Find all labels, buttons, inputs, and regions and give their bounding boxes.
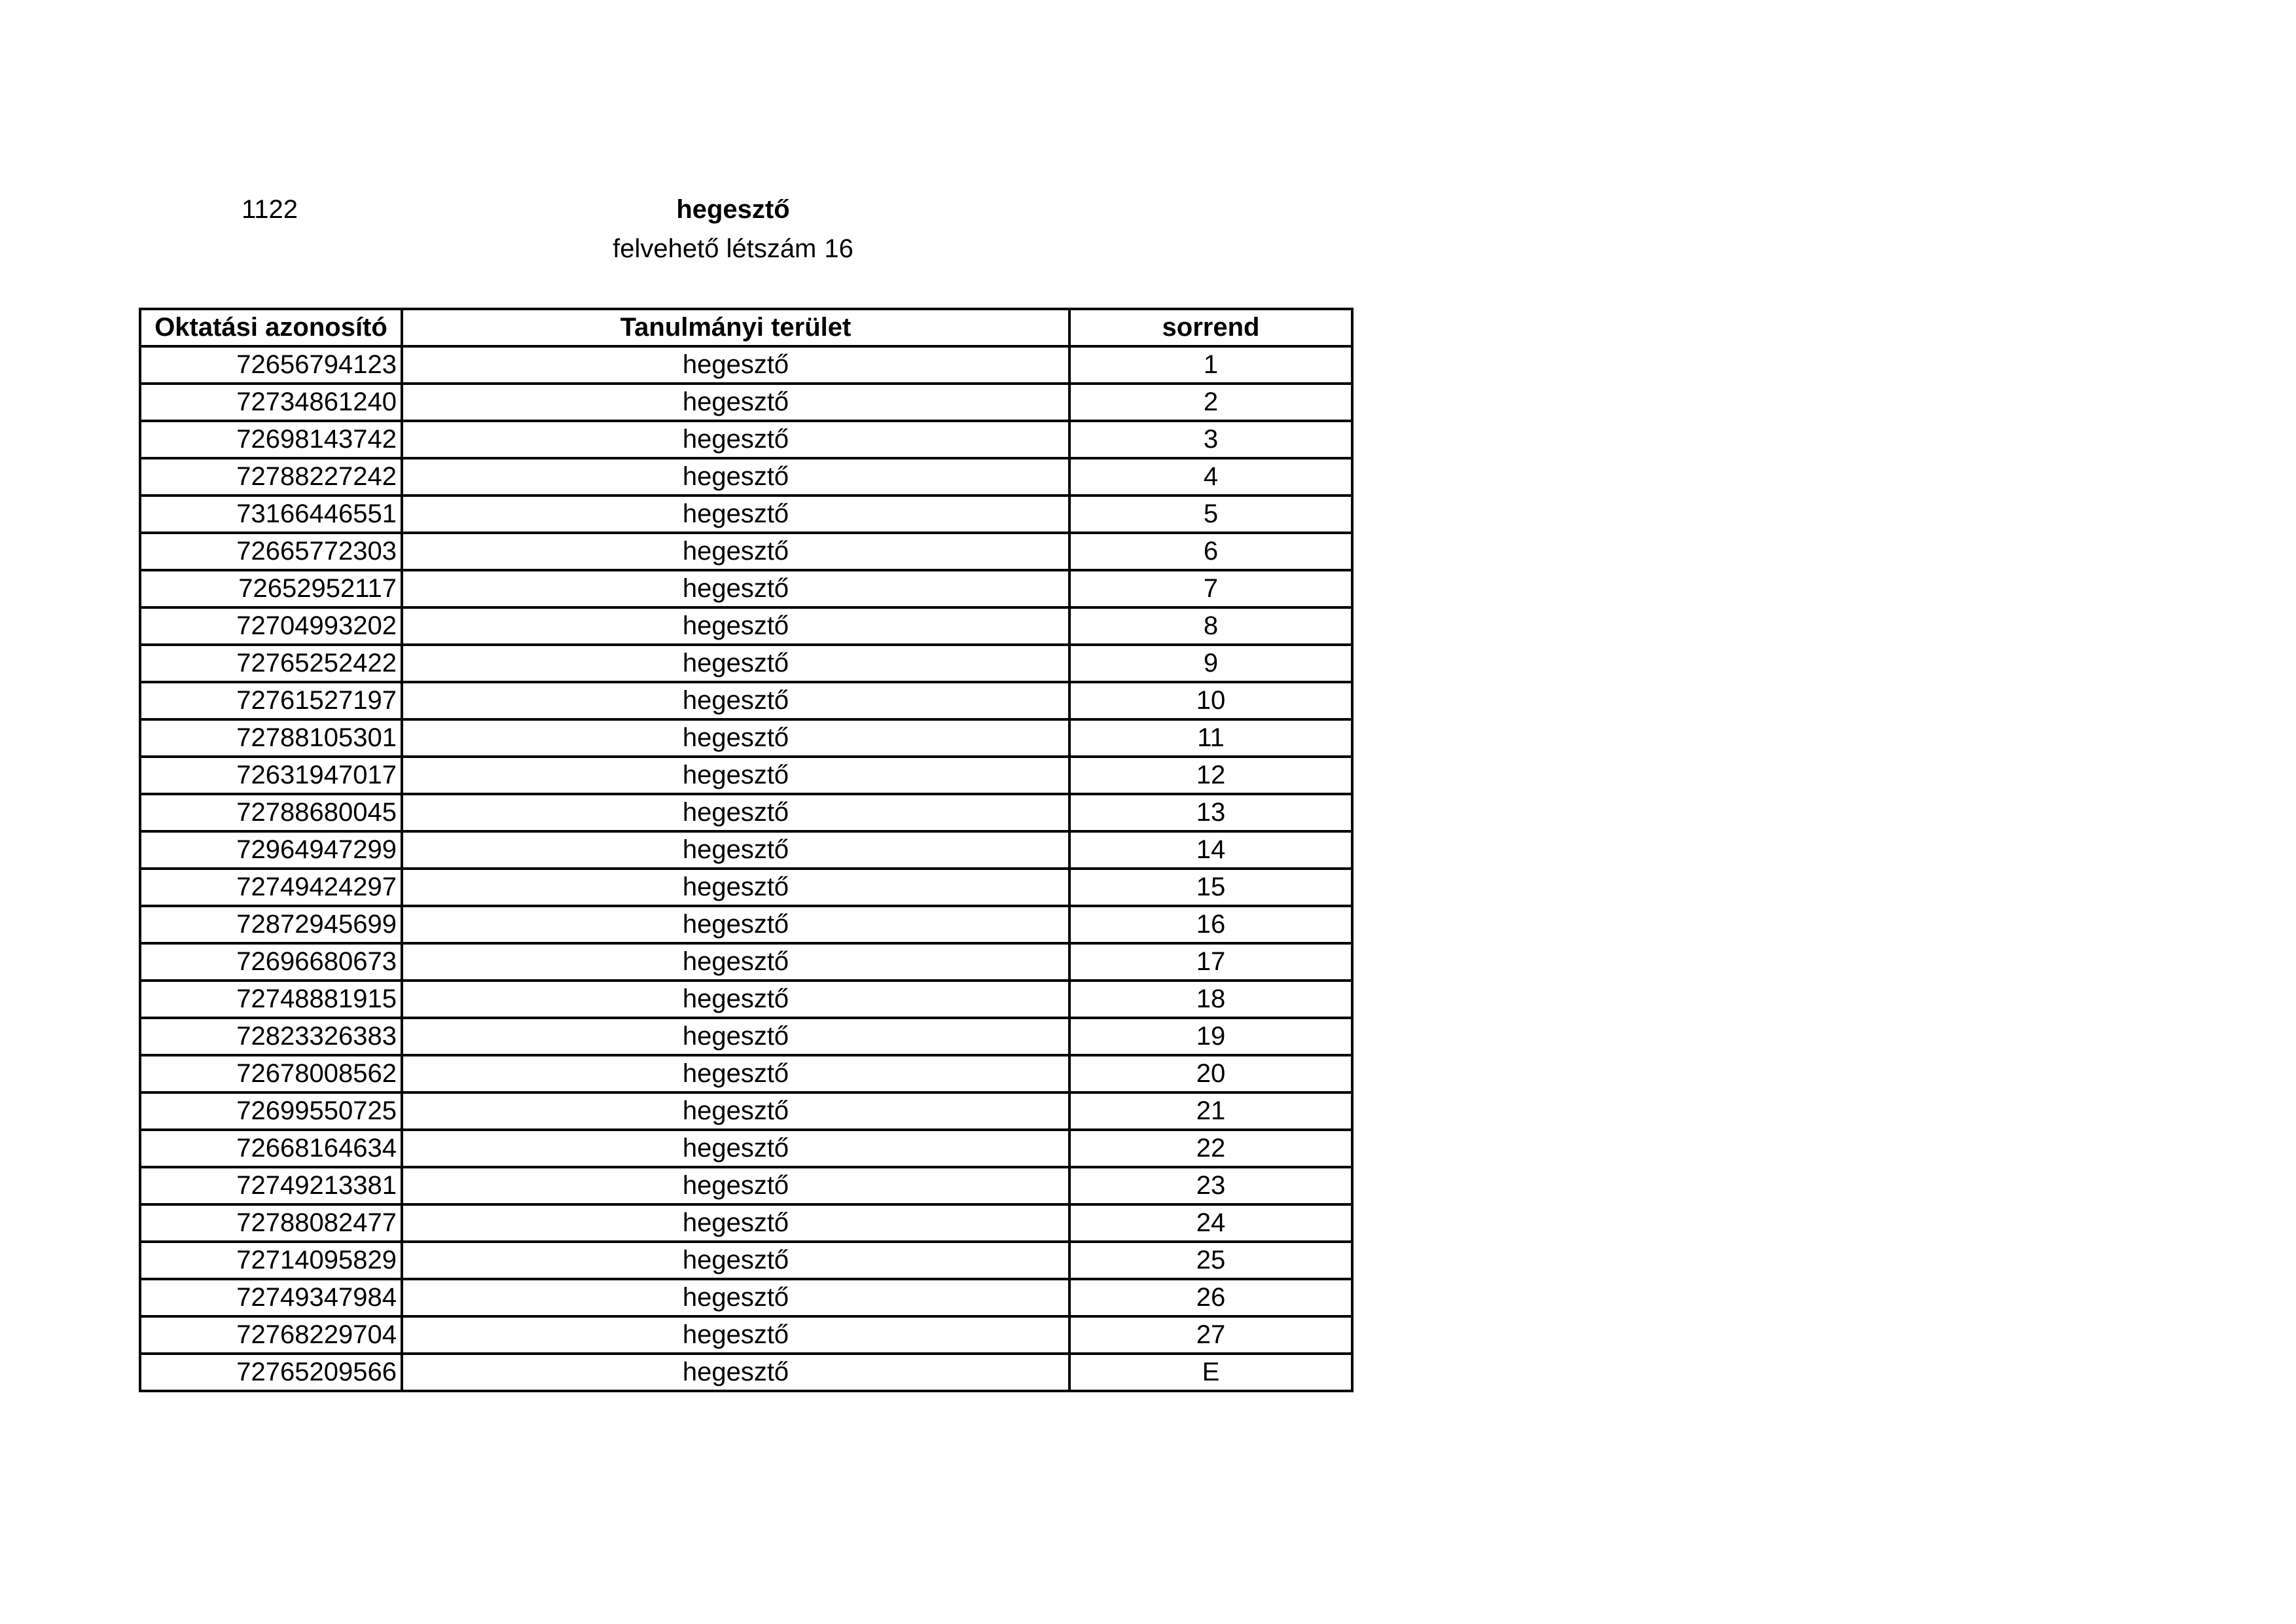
cell-order: 19	[1069, 1018, 1352, 1055]
table-header-row	[140, 309, 1352, 346]
table-body	[140, 346, 1352, 1391]
table-row	[140, 346, 1352, 384]
cell-area: hegesztő	[402, 1279, 1069, 1316]
capacity-label: felvehető létszám	[613, 234, 817, 263]
cell-id: 72765252422	[140, 645, 402, 682]
cell-area: hegesztő	[402, 645, 1069, 682]
cell-area: hegesztő	[402, 1018, 1069, 1055]
cell-area: hegesztő	[402, 1167, 1069, 1204]
table-row	[140, 607, 1352, 645]
cell-area: hegesztő	[402, 981, 1069, 1018]
cell-order: 9	[1069, 645, 1352, 682]
cell-id: 72668164634	[140, 1130, 402, 1167]
table-row	[140, 458, 1352, 496]
cell-id: 72788105301	[140, 719, 402, 757]
capacity-value: 16	[824, 234, 853, 263]
cell-area: hegesztő	[402, 1354, 1069, 1391]
table-row	[140, 570, 1352, 607]
cell-order: 1	[1069, 346, 1352, 384]
table-row	[140, 1130, 1352, 1167]
cell-id: 72749424297	[140, 869, 402, 906]
table-row	[140, 1354, 1352, 1391]
table-row	[140, 1055, 1352, 1092]
cell-id: 72665772303	[140, 533, 402, 570]
school-code: 1122	[241, 195, 298, 224]
cell-id: 72749347984	[140, 1279, 402, 1316]
cell-order: 6	[1069, 533, 1352, 570]
table-row	[140, 831, 1352, 869]
cell-area: hegesztő	[402, 570, 1069, 607]
cell-area: hegesztő	[402, 458, 1069, 496]
cell-order: 27	[1069, 1316, 1352, 1354]
page-title: hegesztő	[676, 195, 790, 224]
cell-id: 72788082477	[140, 1204, 402, 1242]
cell-order: 13	[1069, 794, 1352, 831]
cell-order: 18	[1069, 981, 1352, 1018]
cell-id: 72698143742	[140, 421, 402, 458]
cell-id: 72823326383	[140, 1018, 402, 1055]
cell-area: hegesztő	[402, 1316, 1069, 1354]
cell-order: 11	[1069, 719, 1352, 757]
cell-area: hegesztő	[402, 533, 1069, 570]
cell-order: 20	[1069, 1055, 1352, 1092]
table-row	[140, 384, 1352, 421]
cell-id: 72696680673	[140, 943, 402, 981]
table-row	[140, 1242, 1352, 1279]
table-row	[140, 645, 1352, 682]
cell-order: 24	[1069, 1204, 1352, 1242]
cell-id: 72656794123	[140, 346, 402, 384]
cell-order: 10	[1069, 682, 1352, 719]
table-row	[140, 981, 1352, 1018]
cell-id: 72788227242	[140, 458, 402, 496]
cell-order: 5	[1069, 496, 1352, 533]
table-row	[140, 1167, 1352, 1204]
table-row	[140, 943, 1352, 981]
cell-id: 72964947299	[140, 831, 402, 869]
cell-order: 8	[1069, 607, 1352, 645]
cell-id: 72714095829	[140, 1242, 402, 1279]
cell-id: 72748881915	[140, 981, 402, 1018]
cell-area: hegesztő	[402, 719, 1069, 757]
cell-id: 72631947017	[140, 757, 402, 794]
table-row	[140, 421, 1352, 458]
table-row	[140, 1092, 1352, 1130]
cell-id: 72704993202	[140, 607, 402, 645]
cell-id: 72872945699	[140, 906, 402, 943]
cell-area: hegesztő	[402, 869, 1069, 906]
cell-area: hegesztő	[402, 496, 1069, 533]
table-row	[140, 719, 1352, 757]
table-row	[140, 496, 1352, 533]
cell-area: hegesztő	[402, 943, 1069, 981]
cell-order: 23	[1069, 1167, 1352, 1204]
table-row	[140, 757, 1352, 794]
cell-order: 26	[1069, 1279, 1352, 1316]
cell-order: 12	[1069, 757, 1352, 794]
cell-area: hegesztő	[402, 1130, 1069, 1167]
cell-area: hegesztő	[402, 1242, 1069, 1279]
table-row	[140, 1316, 1352, 1354]
cell-id: 72768229704	[140, 1316, 402, 1354]
cell-order: 3	[1069, 421, 1352, 458]
table-row	[140, 869, 1352, 906]
cell-area: hegesztő	[402, 346, 1069, 384]
cell-id: 72788680045	[140, 794, 402, 831]
cell-id: 72749213381	[140, 1167, 402, 1204]
column-header-id: Oktatási azonosító	[140, 309, 402, 346]
cell-order: 7	[1069, 570, 1352, 607]
cell-id: 73166446551	[140, 496, 402, 533]
cell-area: hegesztő	[402, 757, 1069, 794]
table-row	[140, 682, 1352, 719]
table-row	[140, 906, 1352, 943]
cell-id: 72652952117	[140, 570, 402, 607]
cell-order: E	[1069, 1354, 1352, 1391]
table-row	[140, 1018, 1352, 1055]
cell-id: 72678008562	[140, 1055, 402, 1092]
cell-order: 25	[1069, 1242, 1352, 1279]
cell-order: 2	[1069, 384, 1352, 421]
cell-area: hegesztő	[402, 1055, 1069, 1092]
cell-order: 14	[1069, 831, 1352, 869]
cell-id: 72734861240	[140, 384, 402, 421]
cell-id: 72765209566	[140, 1354, 402, 1391]
cell-order: 16	[1069, 906, 1352, 943]
table-row	[140, 1204, 1352, 1242]
cell-order: 17	[1069, 943, 1352, 981]
admission-table	[139, 308, 1354, 1392]
cell-area: hegesztő	[402, 421, 1069, 458]
column-header-order: sorrend	[1069, 309, 1352, 346]
cell-order: 22	[1069, 1130, 1352, 1167]
cell-order: 4	[1069, 458, 1352, 496]
cell-area: hegesztő	[402, 682, 1069, 719]
table-row	[140, 794, 1352, 831]
cell-area: hegesztő	[402, 1204, 1069, 1242]
cell-id: 72699550725	[140, 1092, 402, 1130]
column-header-area: Tanulmányi terület	[402, 309, 1069, 346]
cell-order: 15	[1069, 869, 1352, 906]
cell-area: hegesztő	[402, 794, 1069, 831]
table-row	[140, 1279, 1352, 1316]
cell-order: 21	[1069, 1092, 1352, 1130]
cell-id: 72761527197	[140, 682, 402, 719]
table-row	[140, 533, 1352, 570]
capacity-line	[589, 233, 877, 264]
cell-area: hegesztő	[402, 1092, 1069, 1130]
cell-area: hegesztő	[402, 831, 1069, 869]
cell-area: hegesztő	[402, 906, 1069, 943]
cell-area: hegesztő	[402, 384, 1069, 421]
cell-area: hegesztő	[402, 607, 1069, 645]
